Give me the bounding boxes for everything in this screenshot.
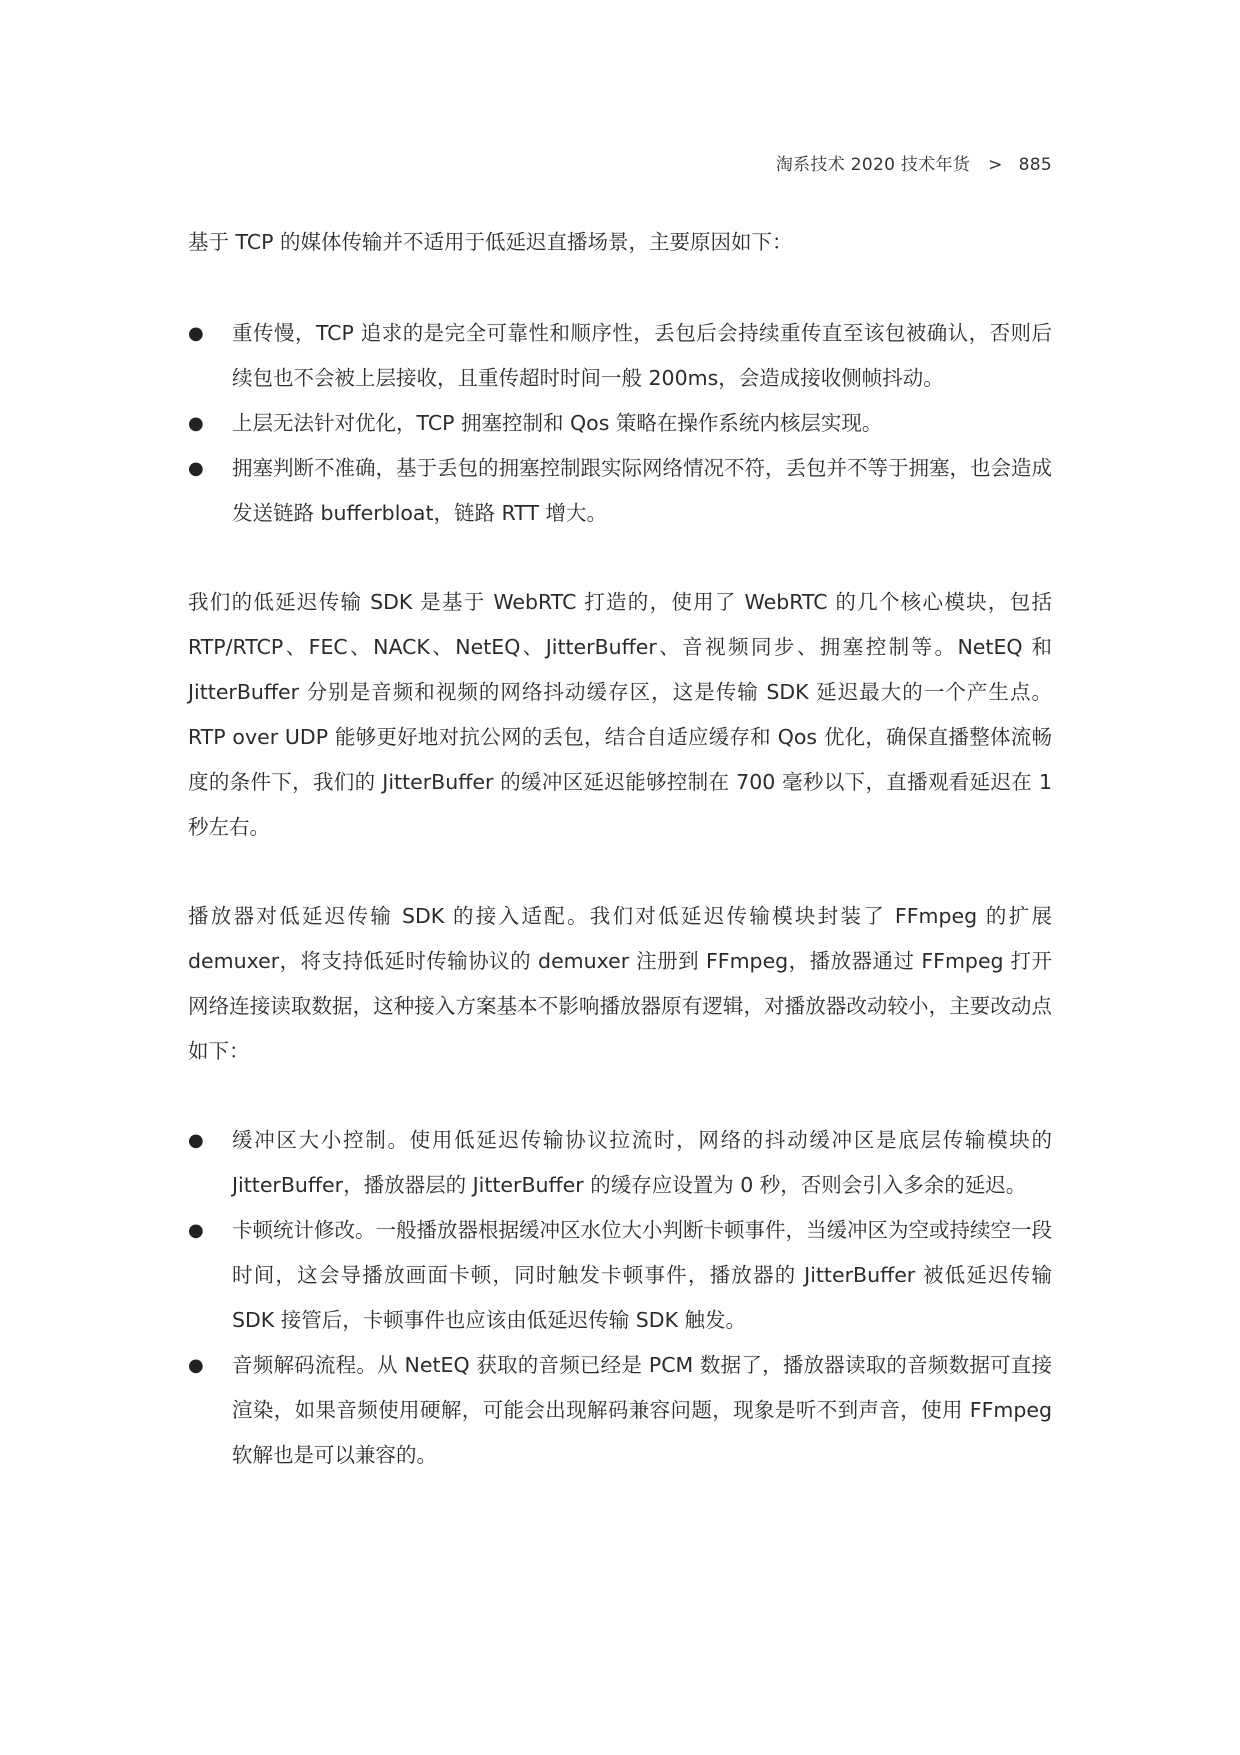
- list-item: [188, 1118, 1052, 1208]
- header-separator: >: [988, 155, 1003, 175]
- spacer: [188, 850, 1052, 894]
- spacer: [188, 265, 1052, 311]
- list-item-text: 上层无法针对优化，TCP 拥塞控制和 Qos 策略在操作系统内核层实现。: [232, 411, 883, 435]
- list-item: [188, 446, 1052, 536]
- bullet-icon: ●: [188, 413, 204, 434]
- list-item-text: 重传慢，TCP 追求的是完全可靠性和顺序性，丢包后会持续重传直至该包被确认，否则后续包也不会被上层接收，且重传超时时间一般 200ms，会造成接收侧帧抖动。: [232, 321, 1052, 390]
- list-item: [188, 1208, 1052, 1343]
- player-paragraph: 播放器对低延迟传输 SDK 的接入适配。我们对低延迟传输模块封装了 FFmpeg 的扩展 demuxer，将支持低延时传输协议的 demuxer 注册到 FFmpeg，播放器通过 FFmpeg 打开网络连接读取数据，这种接入方案基本不影响播放器原有逻辑，对播放器改动较小，主要改动点如下：: [188, 904, 1052, 1063]
- bullet-icon: ●: [188, 1355, 204, 1376]
- tcp-issues-list: [188, 311, 1052, 536]
- running-header: [776, 150, 1052, 175]
- list-item: [188, 401, 1052, 446]
- bullet-icon: ●: [188, 1220, 204, 1241]
- sdk-paragraph: 我们的低延迟传输 SDK 是基于 WebRTC 打造的，使用了 WebRTC 的几个核心模块，包括 RTP/RTCP、FEC、NACK、NetEQ、JitterBuffer、音视频同步、拥塞控制等。NetEQ 和 JitterBuffer 分别是音频和视频的网络抖动缓存区，这是传输 SDK 延迟最大的一个产生点。RTP over UDP 能够更好地对抗公网的丢包，结合自适应缓存和 Qos 优化，确保直播整体流畅度的条件下，我们的 JitterBuffer 的缓冲区延迟能够控制在 700 毫秒以下，直播观看延迟在 1 秒左右。: [188, 590, 1052, 839]
- page-body: [188, 220, 1052, 1478]
- book-title: 淘系技术 2020 技术年货: [775, 155, 971, 175]
- bullet-icon: ●: [188, 323, 204, 344]
- list-item-text: 音频解码流程。从 NetEQ 获取的音频已经是 PCM 数据了，播放器读取的音频数据可直接渲染，如果音频使用硬解，可能会出现解码兼容问题，现象是听不到声音，使用 FFmpeg 软解也是可以兼容的。: [232, 1353, 1052, 1467]
- list-item-text: 拥塞判断不准确，基于丢包的拥塞控制跟实际网络情况不符，丢包并不等于拥塞，也会造成发送链路 bufferbloat，链路 RTT 增大。: [232, 456, 1052, 525]
- list-item-text: 卡顿统计修改。一般播放器根据缓冲区水位大小判断卡顿事件，当缓冲区为空或持续空一段时间，这会导播放画面卡顿，同时触发卡顿事件，播放器的 JitterBuffer 被低延迟传输 SDK 接管后，卡顿事件也应该由低延迟传输 SDK 触发。: [232, 1218, 1052, 1332]
- list-item-text: 缓冲区大小控制。使用低延迟传输协议拉流时，网络的抖动缓冲区是底层传输模块的 JitterBuffer，播放器层的 JitterBuffer 的缓存应设置为 0 秒，否则会引入多余的延迟。: [232, 1128, 1052, 1197]
- list-item: [188, 1343, 1052, 1478]
- bullet-icon: ●: [188, 1130, 204, 1151]
- spacer: [188, 1074, 1052, 1118]
- bullet-icon: ●: [188, 458, 204, 479]
- player-changes-list: [188, 1118, 1052, 1478]
- intro-paragraph: 基于 TCP 的媒体传输并不适用于低延迟直播场景，主要原因如下：: [188, 230, 793, 254]
- page-number: 885: [1018, 155, 1052, 175]
- spacer: [188, 536, 1052, 580]
- list-item: [188, 311, 1052, 401]
